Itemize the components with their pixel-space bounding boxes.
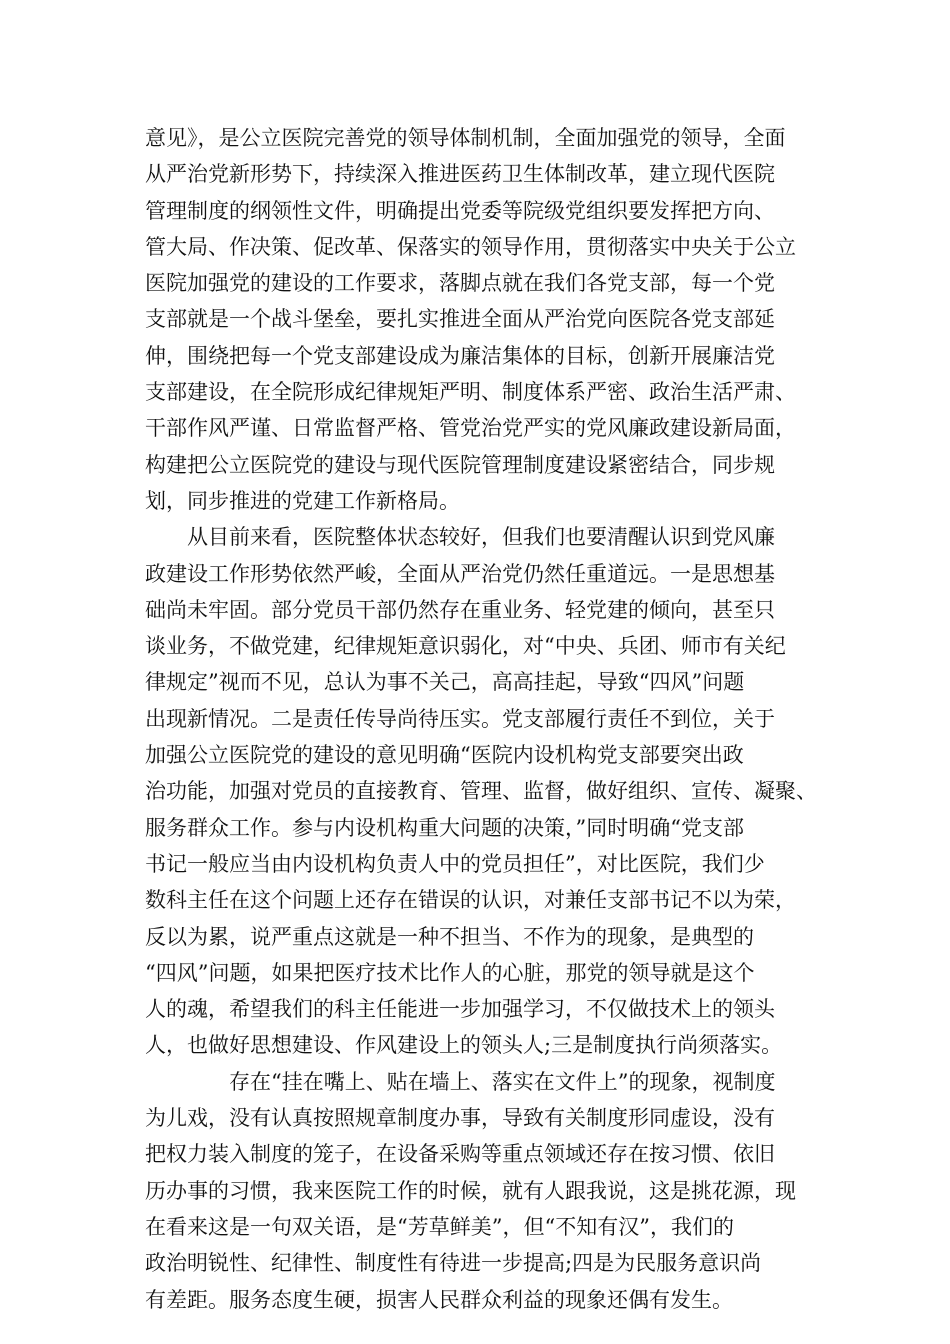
text-line: 把权力装入制度的笼子，在设备采购等重点领域还存在按习惯、依旧 xyxy=(145,1142,775,1167)
text-line-first: 从目前来看，医院整体状态较好，但我们也要清醒认识到党风廉 xyxy=(187,525,775,550)
text-line: 政治明锐性、纪律性、制度性有待进一步提高;四是为民服务意识尚 xyxy=(145,1251,762,1276)
text-line: 书记一般应当由内设机构负责人中的党员担任”，对比医院，我们少 xyxy=(145,851,765,876)
text-line: 医院加强党的建设的工作要求，落脚点就在我们各党支部，每一个党 xyxy=(145,271,775,296)
text-line: 有差距。服务态度生硬，损害人民群众利益的现象还偶有发生。 xyxy=(145,1287,733,1312)
text-line: 人，也做好思想建设、作风建设上的领头人;三是制度执行尚须落实。 xyxy=(145,1033,783,1058)
text-line: 历办事的习惯，我来医院工作的时候，就有人跟我说，这是挑花源，现 xyxy=(145,1178,796,1203)
text-line: 意见》，是公立医院完善党的领导体制机制，全面加强党的领导，全面 xyxy=(145,126,786,150)
text-line: 管理制度的纲领性文件，明确提出党委等院级党组织要发挥把方向、 xyxy=(145,198,775,223)
text-line: 伸，围绕把每一个党支部建设成为廉洁集体的目标，创新开展廉洁党 xyxy=(145,343,775,368)
text-line: 支部就是一个战斗堡垒，要扎实推进全面从严治党向医院各党支部延 xyxy=(145,307,775,332)
document-body xyxy=(145,120,820,1318)
text-line: 划，同步推进的党建工作新格局。 xyxy=(145,488,460,513)
text-line: 人的魂，希望我们的科主任能进一步加强学习，不仅做技术上的领头 xyxy=(145,997,775,1022)
text-line: 干部作风严谨、日常监督严格、管党治党严实的党风廉政建设新局面， xyxy=(145,416,796,441)
text-line: 治功能，加强对党员的直接教育、管理、监督，做好组织、宣传、凝聚、 xyxy=(145,779,817,804)
text-line: 支部建设，在全院形成纪律规矩严明、制度体系严密、政治生活严肃、 xyxy=(145,380,796,405)
text-line-first: 存在“挂在嘴上、贴在墙上、落实在文件上”的现象，视制度 xyxy=(229,1069,776,1094)
text-line: “四风”问题，如果把医疗技术比作人的心脏，那党的领导就是这个 xyxy=(145,960,755,985)
text-line: 反以为累，说严重点这就是一种不担当、不作为的现象，是典型的 xyxy=(145,924,754,949)
text-line: 在看来这是一句双关语，是“芳草鲜美”，但“不知有汉”，我们的 xyxy=(145,1214,734,1239)
text-line: 数科主任在这个问题上还存在错误的认识，对兼任支部书记不以为荣， xyxy=(145,888,796,913)
text-line: 服务群众工作。参与内设机构重大问题的决策，”同时明确“党支部 xyxy=(145,815,744,840)
text-line: 律规定”视而不见，总认为事不关己，高高挂起，导致“四风”问题 xyxy=(145,670,745,695)
paragraph-2 xyxy=(145,519,820,1063)
paragraph-3 xyxy=(145,1064,820,1318)
text-line: 础尚未牢固。部分党员干部仍然存在重业务、轻党建的倾向，甚至只 xyxy=(145,597,775,622)
text-line: 为儿戏，没有认真按照规章制度办事，导致有关制度形同虚设，没有 xyxy=(145,1106,775,1131)
text-line: 加强公立医院党的建设的意见明确“医院内设机构党支部要突出政 xyxy=(145,743,744,768)
text-line: 政建设工作形势依然严峻，全面从严治党仍然任重道远。一是思想基 xyxy=(145,561,775,586)
text-line: 从严治党新形势下，持续深入推进医药卫生体制改革，建立现代医院 xyxy=(145,162,775,187)
text-line: 管大局、作决策、促改革、保落实的领导作用，贯彻落实中央关于公立 xyxy=(145,234,796,259)
paragraph-1 xyxy=(145,120,820,519)
text-line: 谈业务，不做党建，纪律规矩意识弱化，对“中央、兵团、师市有关纪 xyxy=(145,634,786,659)
text-line: 出现新情况。二是责任传导尚待压实。党支部履行责任不到位，关于 xyxy=(145,706,775,731)
text-line: 构建把公立医院党的建设与现代医院管理制度建设紧密结合，同步规 xyxy=(145,452,775,477)
